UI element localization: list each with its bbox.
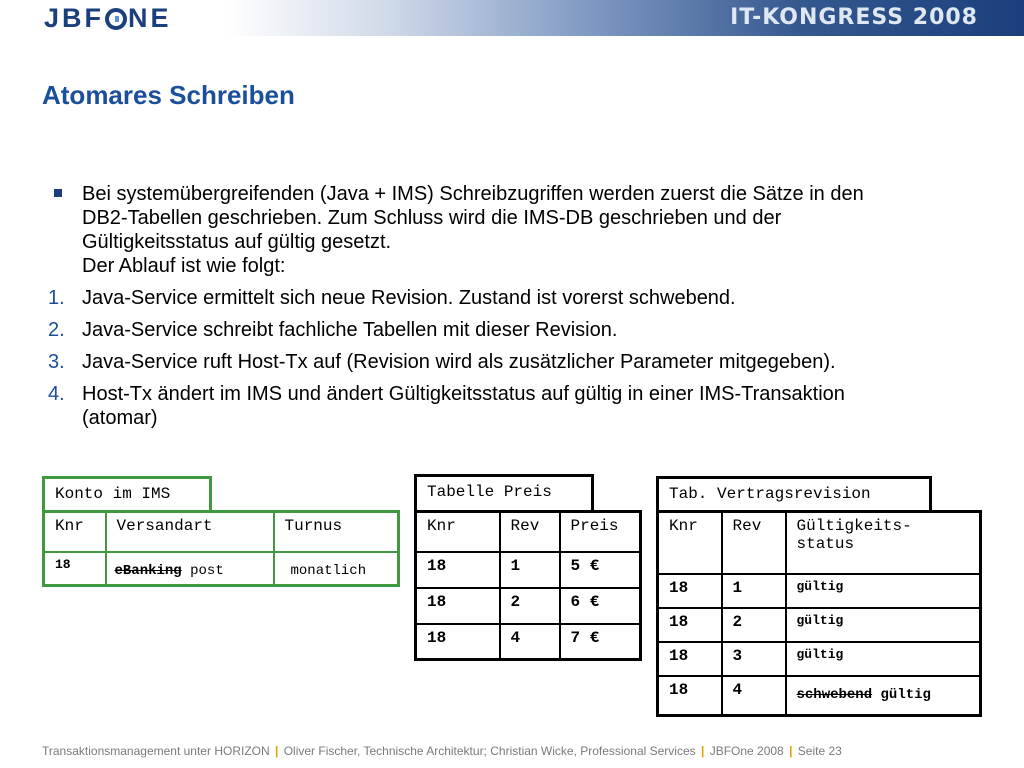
status-cell: gültig — [786, 642, 981, 676]
rev-cell: 3 — [722, 642, 786, 676]
step-number: 3. — [48, 351, 65, 373]
konto-table — [42, 510, 400, 587]
step-text: (atomar) — [82, 407, 158, 429]
header-line: Gültigkeits- — [796, 517, 912, 535]
footer — [42, 744, 842, 758]
table-row — [416, 552, 641, 588]
new-value: post — [190, 562, 224, 579]
footer-event: JBFOne 2008 — [709, 744, 784, 758]
bullet-line: Gültigkeitsstatus auf gültig gesetzt. — [82, 231, 392, 253]
table-row — [658, 574, 981, 608]
knr-cell: 18 — [658, 676, 722, 716]
rev-cell: 2 — [500, 588, 560, 624]
step-number: 4. — [48, 383, 65, 405]
header-cell: Versandart — [106, 512, 274, 552]
konto-table-label: Konto im IMS — [42, 476, 212, 512]
knr-cell: 18 — [44, 552, 106, 586]
square-bullet-icon — [54, 189, 62, 197]
preis-cell: 6 € — [560, 588, 641, 624]
rev-cell: 4 — [500, 624, 560, 660]
slide-content — [48, 182, 988, 430]
rev-cell: 1 — [722, 574, 786, 608]
turnus-cell: monatlich — [274, 552, 399, 586]
footer-separator: | — [700, 744, 705, 758]
step-text: Java-Service ermittelt sich neue Revision. Zustand ist vorerst schwebend. — [82, 287, 736, 309]
header-cell: Knr — [658, 512, 722, 574]
knr-cell: 18 — [416, 588, 500, 624]
footer-authors: Oliver Fischer, Technische Architektur; Christian Wicke, Professional Services — [283, 744, 696, 758]
knr-cell: 18 — [658, 574, 722, 608]
jbfone-logo — [44, 3, 172, 33]
logo-text-end: NE — [128, 3, 172, 33]
vertrag-table — [656, 510, 982, 717]
header-cell: Turnus — [274, 512, 399, 552]
vertrag-table-label: Tab. Vertragsrevision — [656, 476, 932, 512]
page-title: Atomares Schreiben — [42, 80, 295, 110]
step-item — [48, 350, 988, 374]
logo-o-icon — [105, 8, 127, 30]
logo-text-start: JBF — [44, 3, 105, 33]
bullet-line: DB2-Tabellen geschrieben. Zum Schluss wird die IMS-DB geschrieben und der — [82, 207, 782, 229]
status-cell — [786, 676, 981, 716]
step-number: 2. — [48, 319, 65, 341]
table-row — [44, 552, 399, 586]
status-cell: gültig — [786, 608, 981, 642]
step-text: Java-Service schreibt fachliche Tabellen mit dieser Revision. — [82, 319, 618, 341]
knr-cell: 18 — [416, 552, 500, 588]
table-header-row — [44, 512, 399, 552]
table-header-row — [416, 512, 641, 552]
new-value: gültig — [880, 686, 931, 703]
table-row — [658, 642, 981, 676]
step-item — [48, 318, 988, 342]
header-cell — [786, 512, 981, 574]
knr-cell: 18 — [658, 608, 722, 642]
table-row — [416, 588, 641, 624]
header-cell: Knr — [416, 512, 500, 552]
footer-separator: | — [275, 744, 279, 758]
table-row — [658, 608, 981, 642]
table-header-row — [658, 512, 981, 574]
header-line: status — [796, 535, 855, 553]
preis-cell: 5 € — [560, 552, 641, 588]
footer-topic: Transaktionsmanagement unter HORIZON — [42, 744, 270, 758]
bullet-paragraph — [48, 182, 988, 278]
versandart-cell — [106, 552, 274, 586]
footer-page: Seite 23 — [797, 744, 842, 758]
old-value: schwebend — [796, 686, 873, 703]
footer-separator: | — [789, 744, 793, 758]
preis-cell: 7 € — [560, 624, 641, 660]
step-text: Java-Service ruft Host-Tx auf (Revision wird als zusätzlicher Parameter mitgegeben). — [82, 351, 836, 373]
knr-cell: 18 — [658, 642, 722, 676]
header-cell: Rev — [722, 512, 786, 574]
step-item — [48, 382, 988, 430]
congress-title: IT-KONGRESS 2008 — [730, 5, 978, 30]
header-cell: Rev — [500, 512, 560, 552]
step-number: 1. — [48, 287, 65, 309]
header-cell: Preis — [560, 512, 641, 552]
bullet-line: Der Ablauf ist wie folgt: — [82, 255, 286, 277]
bullet-line: Bei systemübergreifenden (Java + IMS) Schreibzugriffen werden zuerst die Sätze in den — [82, 183, 864, 205]
preis-table-label: Tabelle Preis — [414, 474, 594, 510]
preis-table — [414, 510, 642, 661]
rev-cell: 1 — [500, 552, 560, 588]
table-row — [416, 624, 641, 660]
old-value: eBanking — [114, 562, 182, 579]
rev-cell: 4 — [722, 676, 786, 716]
table-row — [658, 676, 981, 716]
knr-cell: 18 — [416, 624, 500, 660]
rev-cell: 2 — [722, 608, 786, 642]
step-text: Host-Tx ändert im IMS und ändert Gültigkeitsstatus auf gültig in einer IMS-Transaktion — [82, 383, 845, 405]
step-item — [48, 286, 988, 310]
header-cell: Knr — [44, 512, 106, 552]
status-cell: gültig — [786, 574, 981, 608]
